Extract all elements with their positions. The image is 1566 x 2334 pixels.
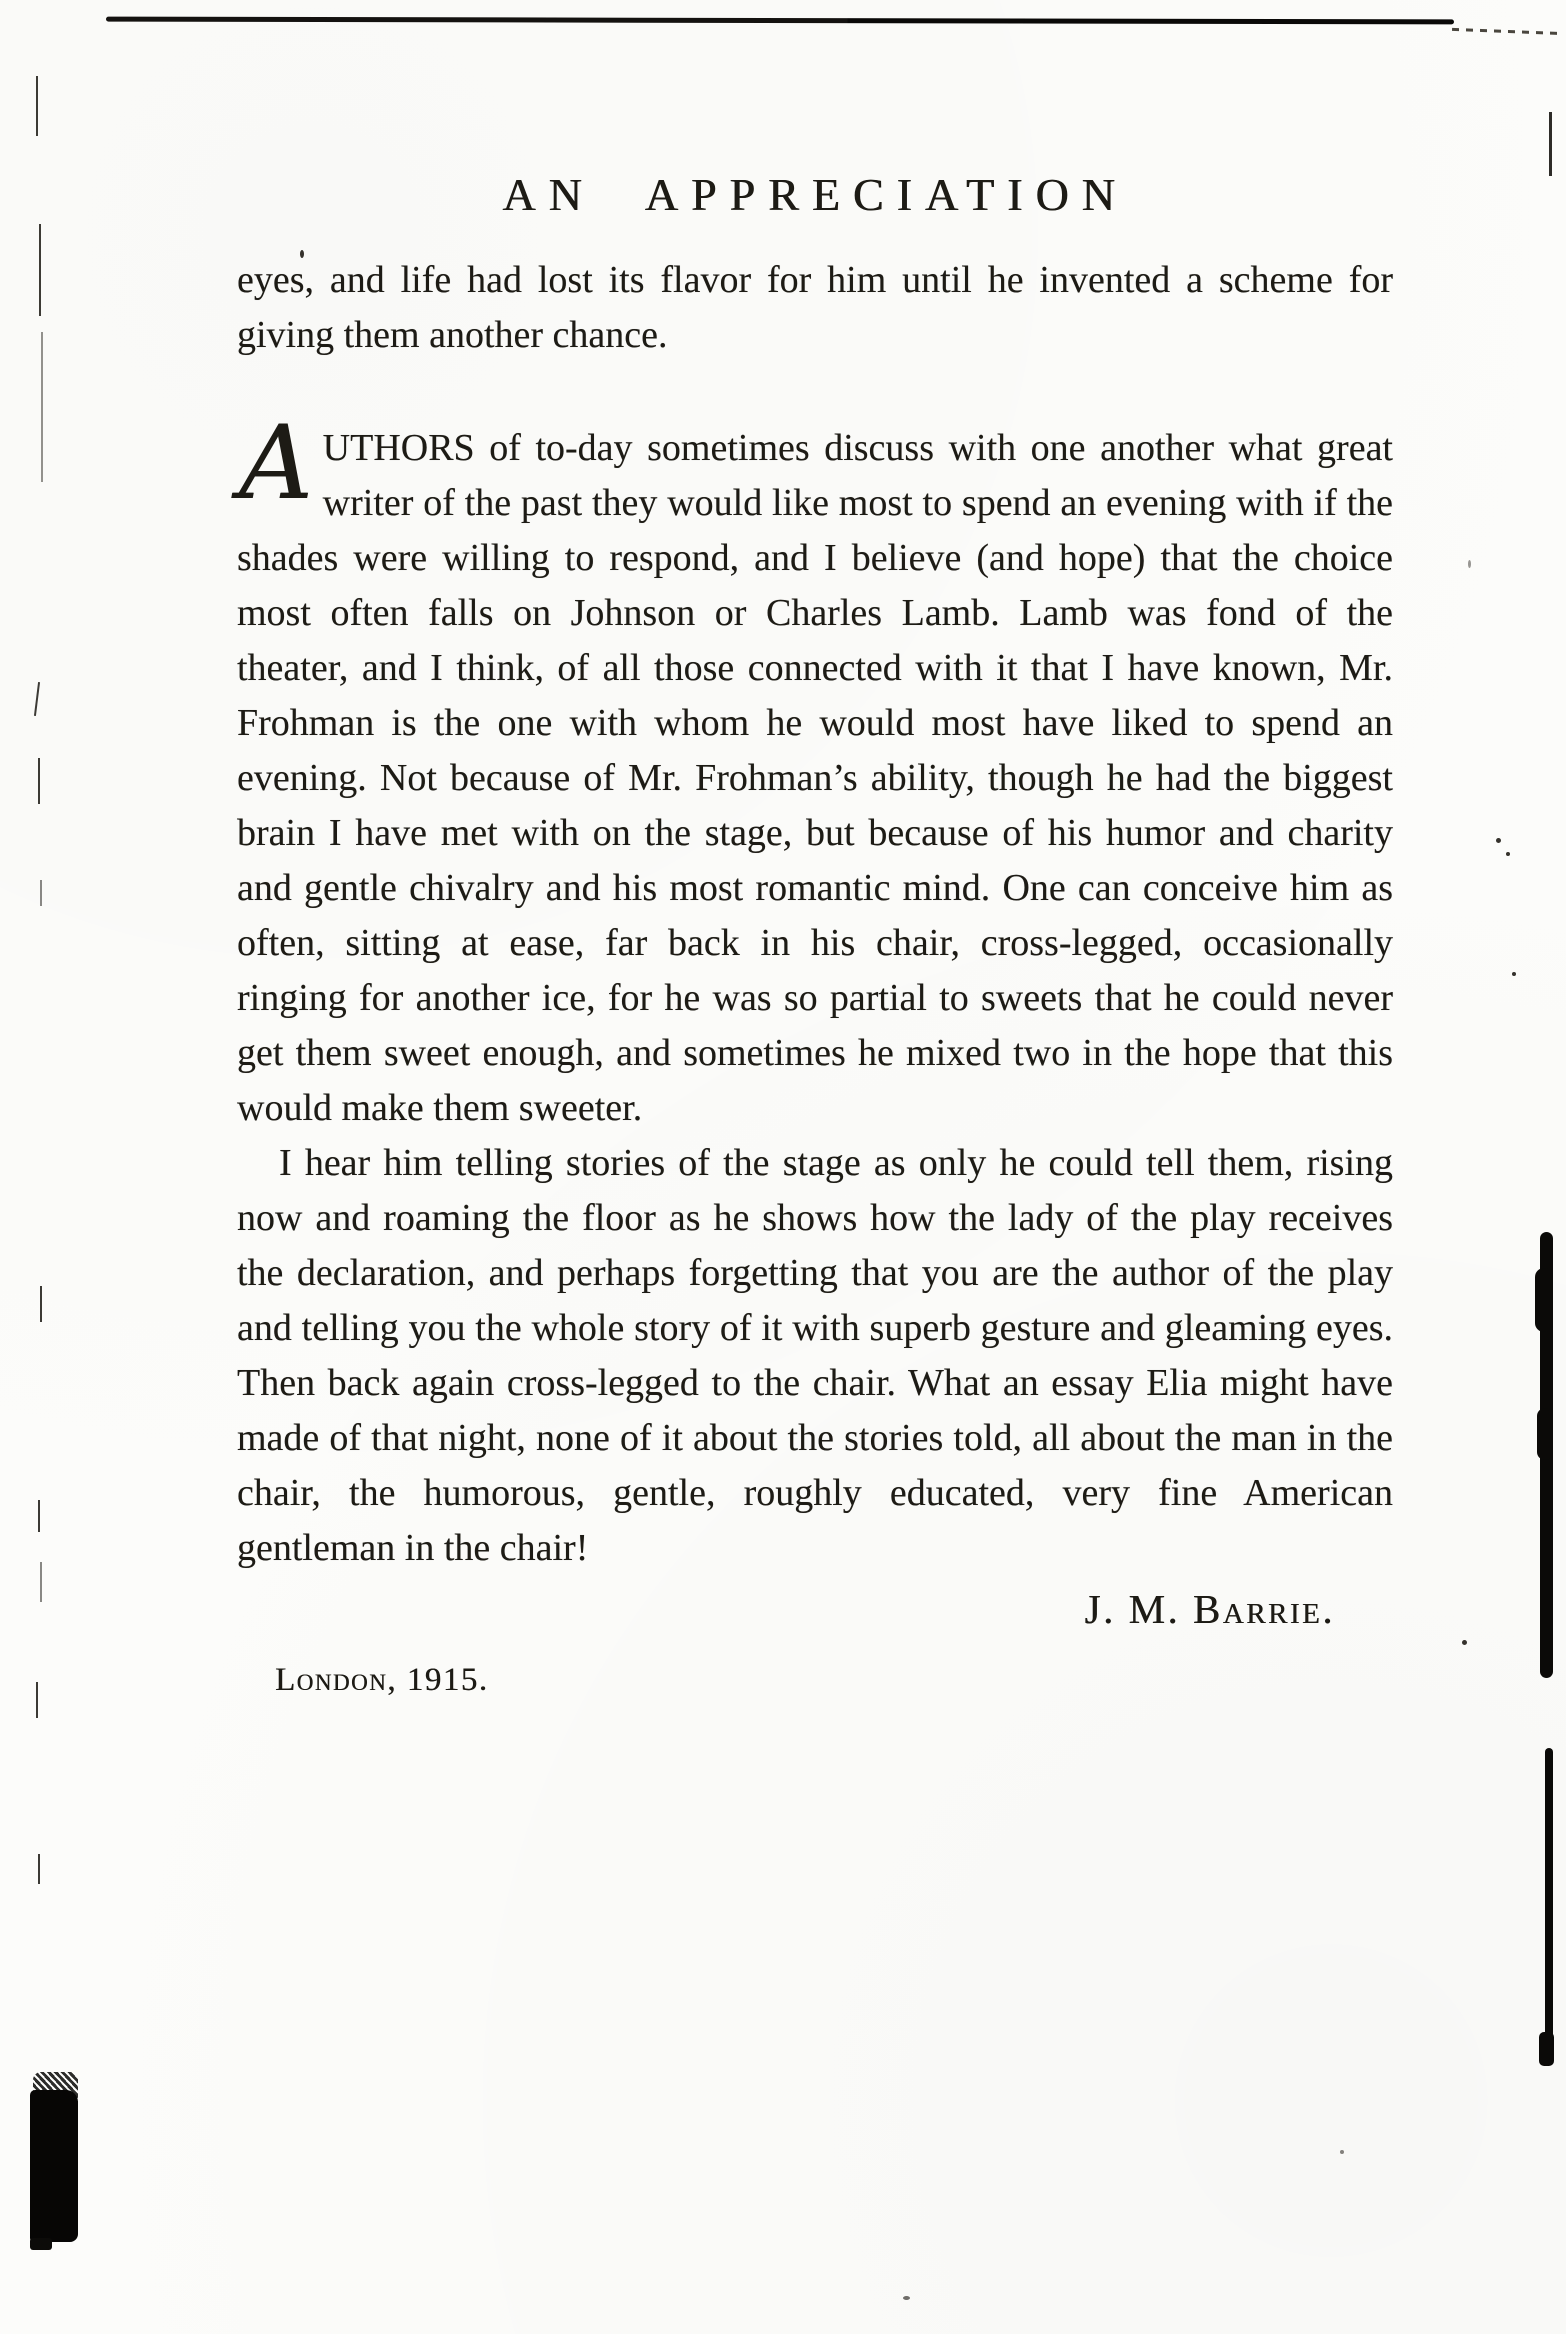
signature: J. M. Barrie.: [1084, 1586, 1335, 1632]
scan-streak-right-1-bump: [1537, 1408, 1553, 1460]
scan-hairline-left: [39, 224, 41, 316]
dateline: London, 1915.: [275, 1662, 489, 1698]
scan-hairline-left: [38, 1500, 40, 1532]
text-column: [237, 0, 1393, 1699]
scan-artifact-top-dashes: [1452, 28, 1564, 35]
authors-paragraph: [237, 404, 1393, 1136]
scan-speck: [1506, 852, 1510, 856]
scan-speck: [1468, 560, 1471, 568]
scan-streak-right-2: [1545, 1748, 1553, 2060]
scan-hairline-left: [38, 1854, 40, 1884]
scan-speck: [1512, 972, 1516, 976]
page-title: AN APPRECIATION: [502, 169, 1128, 220]
scan-hairline-left: [36, 1682, 38, 1718]
dropcap-letter: A: [239, 404, 313, 523]
scan-streak-right-1-bump: [1535, 1268, 1553, 1332]
scan-hairline-left: [40, 1286, 42, 1322]
scan-hairline-left: [38, 758, 40, 804]
scan-streak-right-2-blob: [1539, 2032, 1554, 2066]
scan-hairline-left: [34, 682, 40, 716]
scan-speck: [1340, 2150, 1344, 2154]
continuation-paragraph: eyes, and life had lost its flavor for him until he invented a scheme for giving them another chance.: [237, 259, 1393, 356]
scan-hairline-left: [40, 880, 42, 906]
scan-speck: [903, 2296, 910, 2300]
scan-hairline-left: [41, 332, 43, 482]
scan-speck: [1462, 1640, 1467, 1645]
scan-blob-bottom-left: [30, 2090, 78, 2242]
closing-paragraph: I hear him telling stories of the stage as only he could tell them, rising now and roaming the floor as he shows how the lady of the play receives the declaration, and perhaps forgetting that you are the author of the play and telling you the whole story of it with superb gesture and gleaming eyes. Then back again cross-legged to the chair. What an essay Elia might have made of that night, none of it about the stories told, all about the man in the chair, the humorous, gentle, roughly educated, very fine American gentleman in the chair!: [237, 1142, 1393, 1569]
scan-speck: [1496, 838, 1501, 843]
scan-artifact-right-tick: [1549, 112, 1552, 176]
scan-blob-bottom-left-tail: [30, 2238, 52, 2250]
scan-hairline-left: [40, 1562, 42, 1602]
authors-paragraph-text: UTHORS of to-day sometimes discuss with one another what great writer of the past they would like most to spend an evening with if the shades were willing to respond, and I believe (and hope) that the choice most often falls on Johnson or Charles Lamb. Lamb was fond of the theater, and I think, of all those connected with it that I have known, Mr. Frohman is the one with whom he would most have liked to spend an evening. Not because of Mr. Frohman’s ability, though he had the biggest brain I have met with on the stage, but because of his humor and charity and gentle chivalry and his most romantic mind. One can conceive him as often, sitting at ease, far back in his chair, cross-legged, occasionally ringing for another ice, for he was so partial to sweets that he could never get them sweet enough, and sometimes he mixed two in the hope that this would make them sweeter.: [237, 427, 1393, 1129]
scan-hairline-left: [36, 76, 38, 136]
